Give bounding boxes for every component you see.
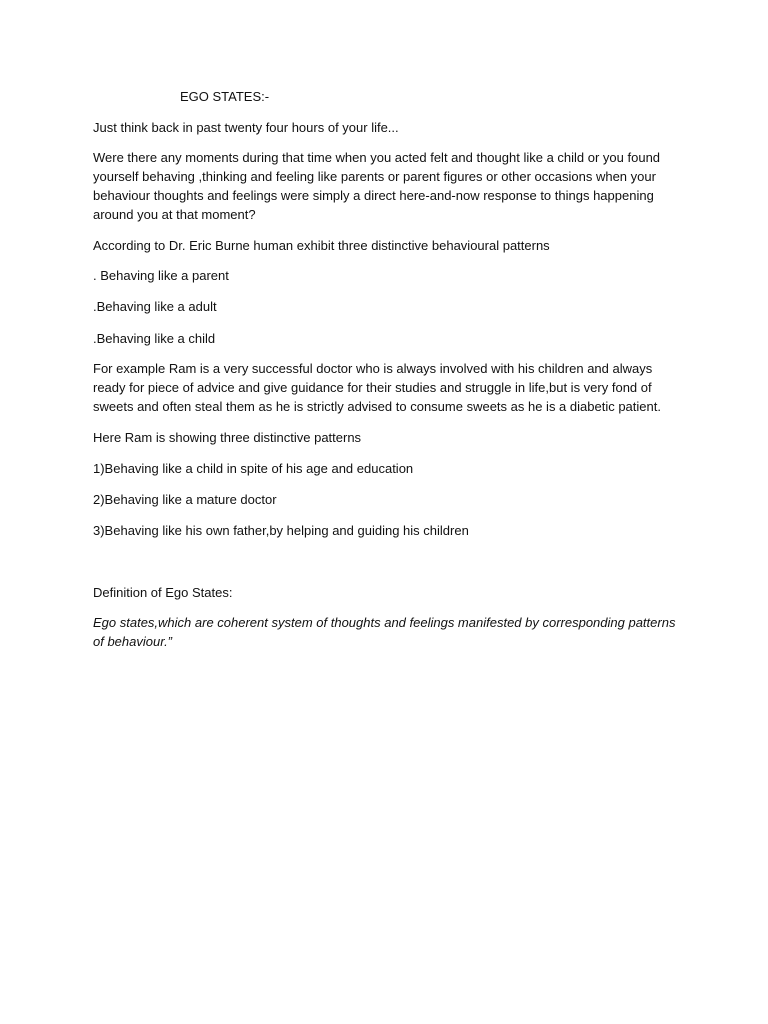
page-title: EGO STATES:- xyxy=(180,89,270,104)
definition-line-2: of behaviour.” xyxy=(93,634,173,649)
pattern-adult: .Behaving like a adult xyxy=(93,299,217,314)
here-ram-line: Here Ram is showing three distinctive patterns xyxy=(93,430,362,445)
intro-line: Just think back in past twenty four hours of your life... xyxy=(93,120,399,135)
question-line-3: behaviour thoughts and feelings were simply a direct here-and-now response to things happening xyxy=(93,188,654,203)
according-line: According to Dr. Eric Burne human exhibit three distinctive behavioural patterns xyxy=(93,238,550,253)
question-line-2: yourself behaving ,thinking and feeling like parents or parent figures or other occasions when your xyxy=(93,169,656,184)
example-line-2: ready for piece of advice and give guidance for their studies and struggle in life,but is very fond of xyxy=(93,380,652,395)
question-line-1: Were there any moments during that time when you acted felt and thought like a child or you found xyxy=(93,150,661,165)
numbered-item-2: 2)Behaving like a mature doctor xyxy=(93,492,277,507)
pattern-child: .Behaving like a child xyxy=(93,331,216,346)
definition-line-1: Ego states,which are coherent system of thoughts and feelings manifested by corresponding patterns xyxy=(93,615,676,630)
question-line-4: around you at that moment? xyxy=(93,207,256,222)
numbered-item-1: 1)Behaving like a child in spite of his age and education xyxy=(93,461,414,476)
definition-heading: Definition of Ego States: xyxy=(93,585,233,600)
example-line-1: For example Ram is a very successful doctor who is always involved with his children and always xyxy=(93,361,653,376)
pattern-parent: . Behaving like a parent xyxy=(93,268,229,283)
numbered-item-3: 3)Behaving like his own father,by helping and guiding his children xyxy=(93,523,469,538)
example-line-3: sweets and often steal them as he is strictly advised to consume sweets as he is a diabetic patient. xyxy=(93,399,661,414)
